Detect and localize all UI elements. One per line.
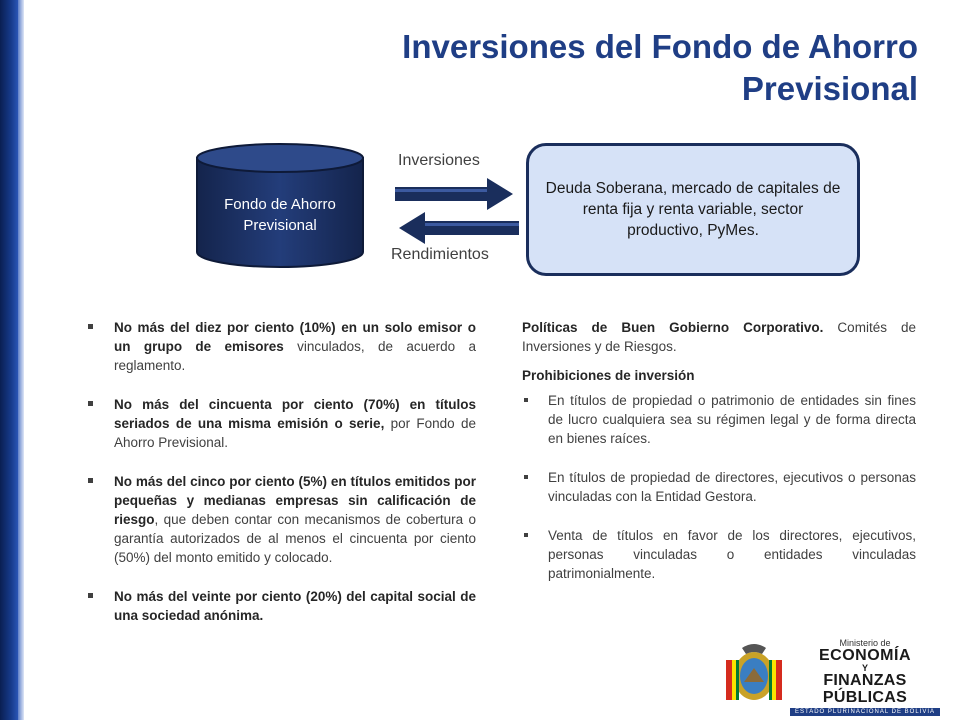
list-item <box>522 526 916 583</box>
prohibition-text: Venta de títulos en favor de los directores, ejecutivos, personas vinculadas o entidades vinculadas patrimonialmente. <box>548 528 916 581</box>
investment-destination-box <box>526 143 860 276</box>
logo-line-5: ESTADO PLURINACIONAL DE BOLIVIA <box>790 708 940 716</box>
bullet-bold-text: No más del veinte por ciento (20%) del capital social de una sociedad anónima. <box>114 589 476 623</box>
fund-label: Fondo de Ahorro Previsional <box>224 196 336 234</box>
bullet-square-icon <box>524 533 528 537</box>
investment-limits-list <box>88 318 476 645</box>
arrow-label-rendimientos: Rendimientos <box>391 246 489 263</box>
bullet-square-icon <box>88 478 93 483</box>
list-item <box>88 587 476 625</box>
bullet-square-icon <box>524 475 528 479</box>
policy-bold-text: Políticas de Buen Gobierno Corporativo. <box>522 320 824 335</box>
list-item <box>88 472 476 567</box>
policy-text: Comités de Inversiones y de Riesgos. <box>522 320 916 354</box>
bullet-bold-text: No más del cincuenta por ciento (70%) en títulos seriados de una misma emisión o serie, <box>114 397 476 431</box>
list-item <box>88 318 476 375</box>
prohibitions-heading: Prohibiciones de inversión <box>522 368 695 383</box>
list-item <box>88 395 476 452</box>
right-arrow-icon <box>395 178 513 210</box>
logo-line-3: Y <box>861 663 868 673</box>
bullet-text: por Fondo de Ahorro Previsional. <box>114 416 476 450</box>
logo-line-1: Ministerio de <box>839 638 891 648</box>
governance-policy <box>522 318 916 356</box>
bullet-square-icon <box>524 398 528 402</box>
left-decor-band <box>0 0 18 720</box>
governance-column <box>522 318 916 603</box>
bullet-bold-text: No más del cinco por ciento (5%) en títulos emitidos por pequeñas y medianas empresas sin calificación de riesgo <box>114 474 476 527</box>
flow-arrows <box>395 178 519 244</box>
prohibition-text: En títulos de propiedad o patrimonio de entidades sin fines de lucro cualquiera sea su régimen legal y de forma directa en bienes raíces. <box>548 393 916 446</box>
ministry-logo <box>790 638 940 716</box>
arrow-label-inversiones: Inversiones <box>398 152 480 169</box>
bullet-square-icon <box>88 593 93 598</box>
logo-line-2: ECONOMÍA <box>819 647 911 664</box>
bullet-bold-text: No más del diez por ciento (10%) en un solo emisor o un grupo de emisores <box>114 320 476 354</box>
bullet-text: vinculados, de acuerdo a reglamento. <box>114 339 476 373</box>
list-item <box>522 391 916 448</box>
destination-text: Deuda Soberana, mercado de capitales de renta fija y renta variable, sector productivo, PyMes. <box>545 180 841 239</box>
list-item <box>522 468 916 506</box>
logo-line-4: FINANZAS PÚBLICAS <box>822 672 908 706</box>
bullet-square-icon <box>88 401 93 406</box>
bullet-text: , que deben contar con mecanismos de cobertura o garantía autorizados de al menos el cincuenta por ciento (50%) del monto emitido y colocado. <box>114 512 476 565</box>
left-decor-gradient <box>18 0 24 720</box>
left-arrow-icon <box>399 212 519 244</box>
slide-title: Inversiones del Fondo de Ahorro Previsional <box>402 28 918 107</box>
bullet-square-icon <box>88 324 93 329</box>
bolivia-coat-of-arms-icon <box>722 638 786 708</box>
prohibition-text: En títulos de propiedad de directores, ejecutivos o personas vinculadas con la Entidad Gestora. <box>548 470 916 504</box>
